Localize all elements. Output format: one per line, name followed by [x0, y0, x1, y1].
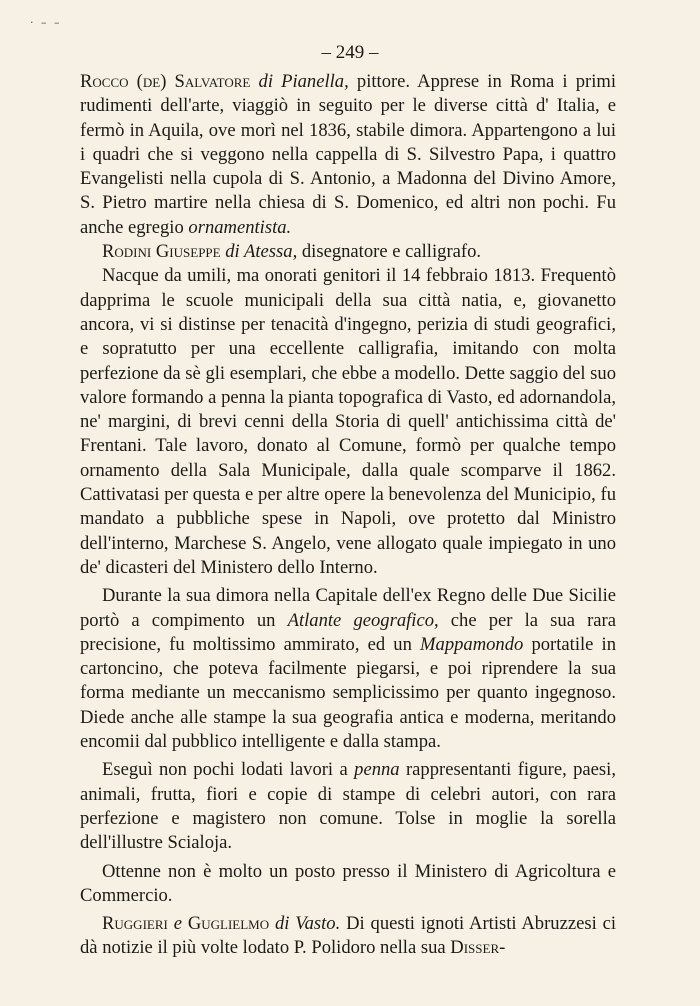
entry-name: Rocco [80, 71, 129, 92]
entry-conjunction: e [173, 913, 182, 935]
entry-rodini [80, 240, 616, 264]
penna-word: penna [354, 759, 400, 781]
entry-origin: di Atessa, [225, 241, 298, 263]
entry-text: pittore. Apprese in Roma i primi rudimenti dell'arte, viaggiò in seguito per le diverse città d' Italia, e fermò in Aquila, ove morì nel 1836, stabile dimora. Appartengono a lui i quadri che si veggono nella cappella di S. Silvestro Papa, i quattro Evangelisti nella cupola di S. Antonio, a Madonna del Divino Amore, S. Pietro martire nella chiesa di S. Domenico, ed altri non pochi. Fu anche egregio [80, 71, 616, 238]
atlante-title: Atlante geografico [287, 609, 435, 631]
page-number: – 249 – [321, 42, 379, 63]
mappamondo-title: Mappamondo [420, 633, 524, 655]
entry-text: disegnatore e calligrafo. [297, 241, 482, 263]
entry-origin: di Vasto. [275, 913, 341, 935]
entry-origin: di Pianella, [258, 71, 349, 92]
paragraph-ministry: Ottenne non è molto un posto presso il Ministero di Agricoltura e Commercio. [80, 860, 616, 906]
paragraph-works: Eseguì non pochi lodati lavori a penna rappresentanti figure, paesi, animali, frutta, fiori e copie di stampe di celebri autori, con rara perfezione e magistero non comune. Tolse in moglie la sorella dell'illustre Scialoja. [80, 759, 616, 854]
entry-text: Di questi ignoti Artisti Abruzzesi ci dà notizie il più volte lodato P. Polidoro nella sua [80, 913, 617, 959]
entry-emphasis: ornamentista. [188, 216, 292, 238]
entry-name: Rodini Giuseppe [102, 241, 221, 263]
entry-tail: Disser- [450, 937, 506, 959]
paragraph-biography: Nacque da umili, ma onorati genitori il 14 febbraio 1813. Frequentò dapprima le scuole municipali della sua città natia, e, giovanetto ancora, vi si distinse per tenacità d'ingegno, perizia di studi geografici, e sopratutto per una eccellente calligrafia, imitando con molta perfezione da sè gli esemplari, che ebbe a modello. Dette saggio del suo valore formando a penna la pianta topografica di Vasto, ed adornandola, ne' margini, di brevi cenni della Storia di quell' antichissima città de' Frentani. Tale lavoro, donato al Comune, formò per qualche tempo ornamento della Sala Municipale, dalla quale scomparve il 1862. Cattivatasi per questa e per altre opere la benevolenza del Municipio, fu mandato a pubbliche spese in Napoli, ove protetto dal Ministro dell'interno, Marchese S. Angelo, vene allogato quale impiegato in uno de' dicasteri del Ministero dello Interno. [80, 265, 616, 578]
entry-surname: Salvatore [174, 71, 251, 92]
entry-rocco [80, 70, 616, 240]
entry-name-second: Guglielmo [187, 913, 270, 935]
entry-name: Ruggieri [102, 913, 168, 935]
page-body [80, 70, 616, 961]
corner-mark: · – – [30, 16, 62, 29]
entry-particle: (de) [136, 71, 167, 92]
paragraph-naples: Durante la sua dimora nella Capitale dell'ex Regno delle Due Sicilie portò a compimento un Atlante geografico, che per la sua rara precisione, fu moltissimo ammirato, ed un Mappamondo portatile in cartoncino, che poteva facilmente piegarsi, e poi riprendere la sua forma mediante un meccanismo semplicissimo per quanto ingegnoso. Diede anche alle stampe la sua geografia antica e moderna, meritando encomii dal pubblico intelligente e dalla stampa. [80, 585, 617, 753]
entry-ruggieri [80, 912, 616, 961]
